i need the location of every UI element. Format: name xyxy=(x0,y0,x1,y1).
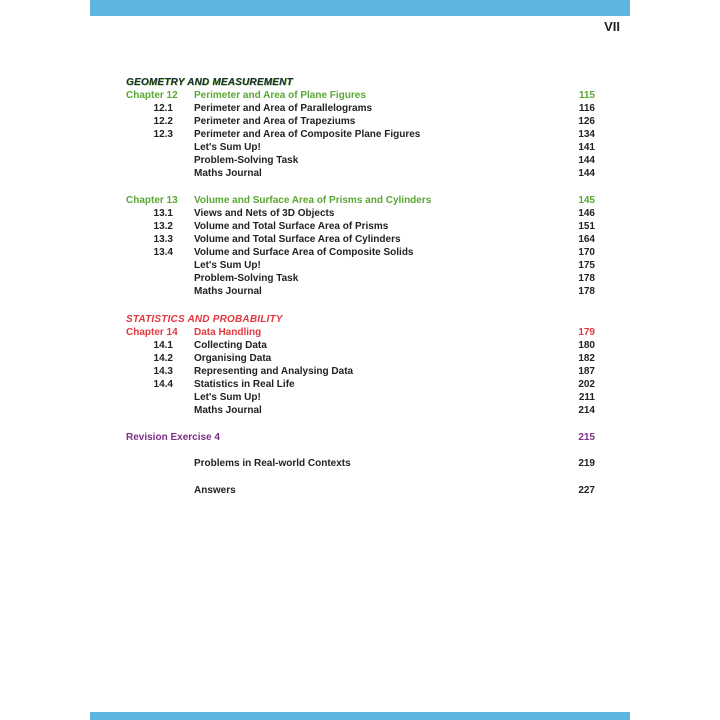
chapter-page: 145 xyxy=(578,195,595,206)
toc-title: Problem-Solving Task xyxy=(194,155,299,166)
toc-number: 12.2 xyxy=(153,116,173,127)
toc-title: Maths Journal xyxy=(194,405,262,416)
toc-page: 141 xyxy=(578,142,595,153)
toc-page: 144 xyxy=(578,155,595,166)
revision-page: 215 xyxy=(578,432,595,443)
toc-row[interactable] xyxy=(0,220,720,233)
answers-title: Answers xyxy=(194,485,236,496)
toc-title: Maths Journal xyxy=(194,286,262,297)
toc-title: Volume and Total Surface Area of Prisms xyxy=(194,221,389,232)
chapter-13-row[interactable] xyxy=(0,194,720,207)
toc-page: 134 xyxy=(578,129,595,140)
toc-row[interactable] xyxy=(0,128,720,141)
toc-row[interactable] xyxy=(0,167,720,180)
toc-number: 13.3 xyxy=(153,234,173,245)
toc-title: Views and Nets of 3D Objects xyxy=(194,208,335,219)
top-color-band xyxy=(90,0,630,16)
toc-row[interactable] xyxy=(0,365,720,378)
toc-title: Let's Sum Up! xyxy=(194,142,261,153)
toc-row[interactable] xyxy=(0,339,720,352)
toc-number: 14.4 xyxy=(153,379,173,390)
toc-title: Volume and Surface Area of Composite Solids xyxy=(194,247,414,258)
toc-title: Organising Data xyxy=(194,353,272,364)
toc-page: 182 xyxy=(578,353,595,364)
chapter-page: 179 xyxy=(578,327,595,338)
toc-row[interactable] xyxy=(0,115,720,128)
toc-title: Maths Journal xyxy=(194,168,262,179)
chapter-label: Chapter 14 xyxy=(126,327,178,338)
toc-number: 13.4 xyxy=(153,247,173,258)
toc-page: 151 xyxy=(578,221,595,232)
toc-number: 13.1 xyxy=(153,208,173,219)
chapter-page: 115 xyxy=(578,90,595,101)
toc-page: 146 xyxy=(578,208,595,219)
toc-title: Perimeter and Area of Trapeziums xyxy=(194,116,356,127)
toc-page: 178 xyxy=(578,273,595,284)
toc-row[interactable] xyxy=(0,259,720,272)
toc-page: 170 xyxy=(578,247,595,258)
toc-page: 116 xyxy=(578,103,595,114)
toc-title: Perimeter and Area of Parallelograms xyxy=(194,103,373,114)
toc-row[interactable] xyxy=(0,141,720,154)
chapter-title: Perimeter and Area of Plane Figures xyxy=(194,90,366,101)
toc-title: Problem-Solving Task xyxy=(194,273,299,284)
revision-label: Revision Exercise 4 xyxy=(126,432,220,443)
toc-page: 175 xyxy=(578,260,595,271)
chapter-title: Data Handling xyxy=(194,327,262,338)
chapter-12-row[interactable] xyxy=(0,89,720,102)
toc-row[interactable] xyxy=(0,272,720,285)
toc-row[interactable] xyxy=(0,246,720,259)
toc-number: 12.1 xyxy=(153,103,173,114)
toc-row[interactable] xyxy=(0,378,720,391)
toc-page: 180 xyxy=(578,340,595,351)
toc-title: Statistics in Real Life xyxy=(194,379,295,390)
section-heading-geometry: GEOMETRY AND MEASUREMENT xyxy=(126,77,293,88)
toc-page: 164 xyxy=(578,234,595,245)
chapter-label: Chapter 13 xyxy=(126,195,178,206)
toc-title: Let's Sum Up! xyxy=(194,392,261,403)
section-heading-statistics: STATISTICS AND PROBABILITY xyxy=(126,314,283,325)
toc-title: Let's Sum Up! xyxy=(194,260,261,271)
toc-number: 14.3 xyxy=(153,366,173,377)
toc-row[interactable] xyxy=(0,207,720,220)
toc-number: 13.2 xyxy=(153,221,173,232)
toc-row[interactable] xyxy=(0,285,720,298)
toc-title: Collecting Data xyxy=(194,340,267,351)
toc-row[interactable] xyxy=(0,233,720,246)
toc-row[interactable] xyxy=(0,352,720,365)
toc-number: 14.1 xyxy=(153,340,173,351)
answers-row[interactable] xyxy=(0,484,720,497)
toc-number: 14.2 xyxy=(153,353,173,364)
toc-page: 178 xyxy=(578,286,595,297)
toc-title: Representing and Analysing Data xyxy=(194,366,354,377)
answers-page: 227 xyxy=(578,485,595,496)
chapter-title: Volume and Surface Area of Prisms and Cylinders xyxy=(194,195,432,206)
toc-row[interactable] xyxy=(0,102,720,115)
problems-title: Problems in Real-world Contexts xyxy=(194,458,351,469)
toc-page: 187 xyxy=(578,366,595,377)
toc-page: 214 xyxy=(578,405,595,416)
toc-page: 202 xyxy=(578,379,595,390)
toc-row[interactable] xyxy=(0,391,720,404)
toc-title: Perimeter and Area of Composite Plane Figures xyxy=(194,129,421,140)
toc-page: 144 xyxy=(578,168,595,179)
page-number: VII xyxy=(604,19,620,34)
problems-row[interactable] xyxy=(0,457,720,470)
toc-title: Volume and Total Surface Area of Cylinders xyxy=(194,234,401,245)
toc-page: 211 xyxy=(578,392,595,403)
toc-row[interactable] xyxy=(0,154,720,167)
chapter-14-row[interactable] xyxy=(0,326,720,339)
chapter-label: Chapter 12 xyxy=(126,90,178,101)
problems-page: 219 xyxy=(578,458,595,469)
toc-number: 12.3 xyxy=(153,129,173,140)
toc-page: 126 xyxy=(578,116,595,127)
revision-exercise-row[interactable] xyxy=(0,431,720,444)
toc-row[interactable] xyxy=(0,404,720,417)
bottom-color-band xyxy=(90,712,630,720)
